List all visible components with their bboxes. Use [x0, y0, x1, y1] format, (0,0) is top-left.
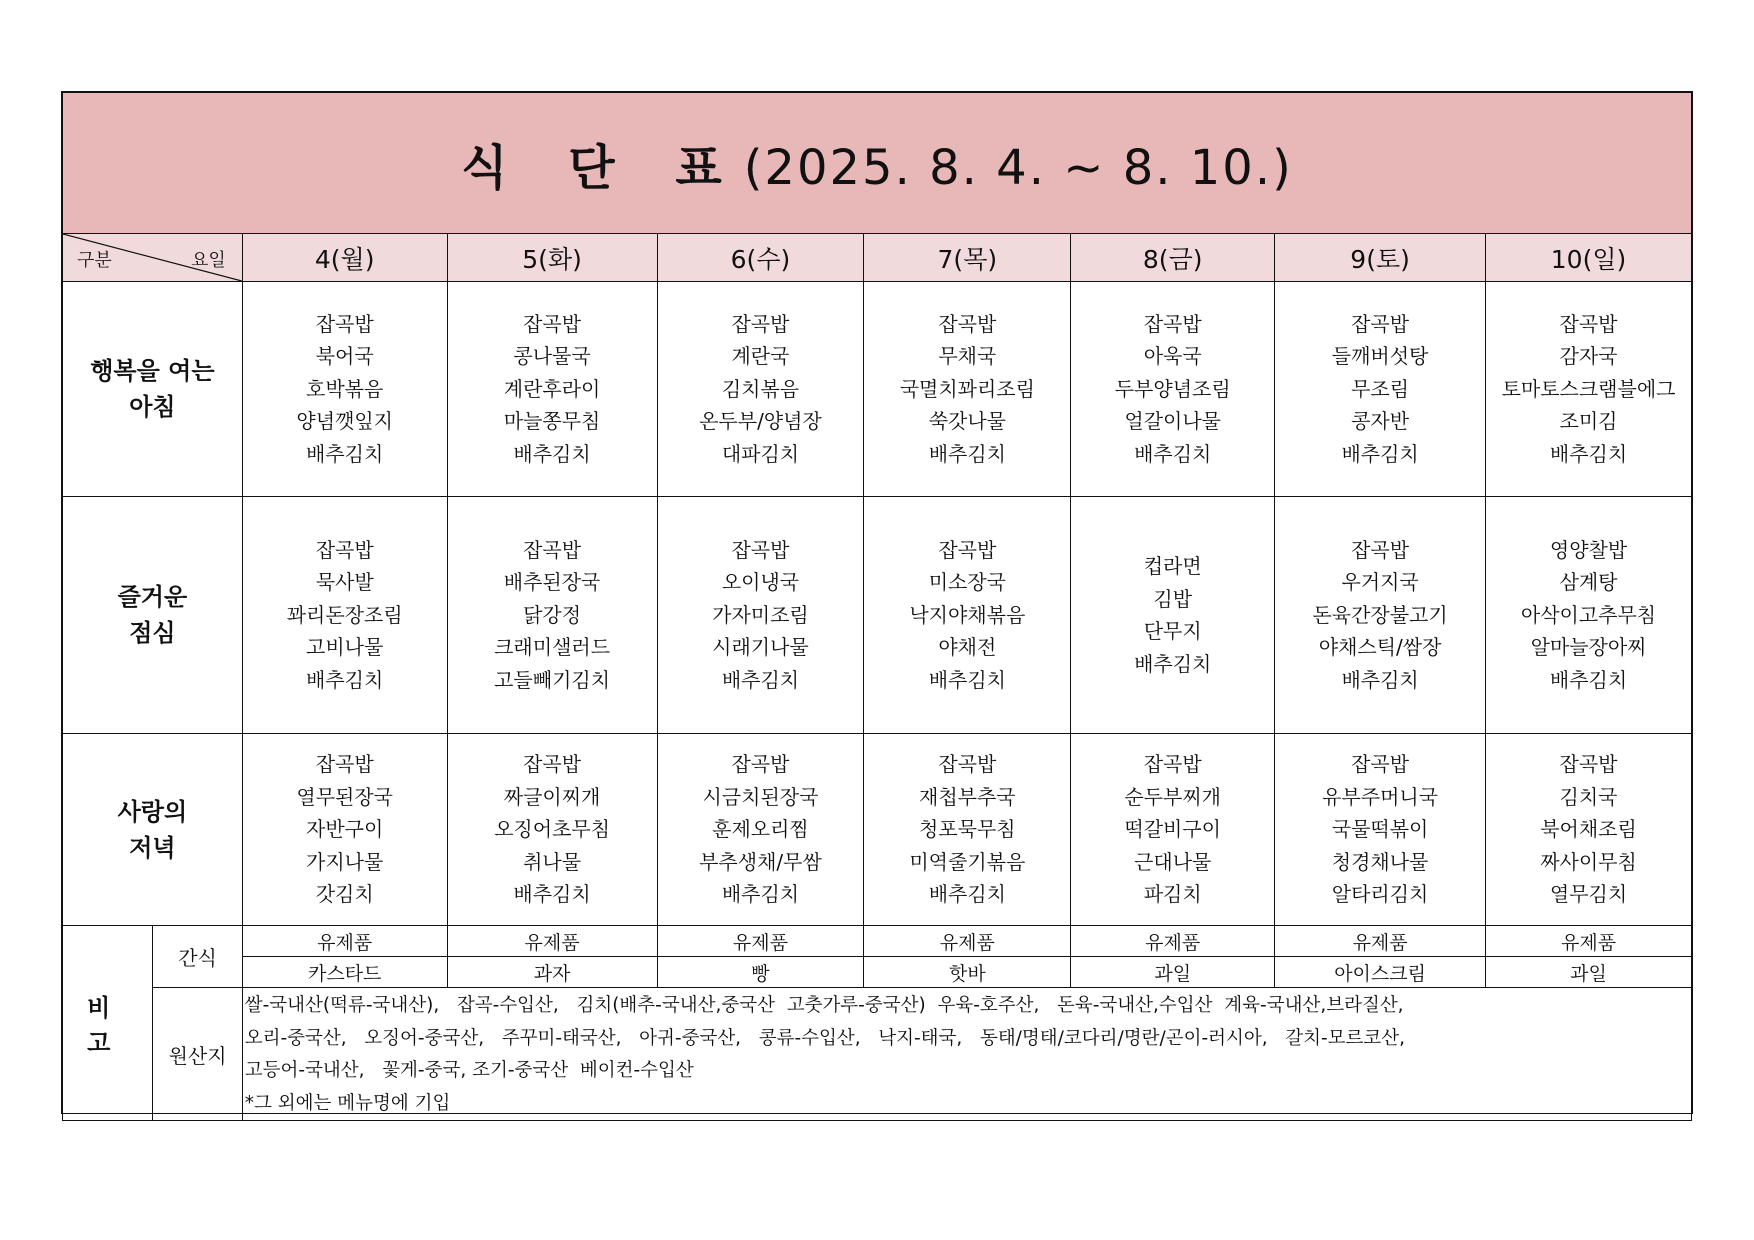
menu-item: 낙지야채볶음 — [909, 602, 1026, 627]
snack-cell: 유제품 — [242, 926, 447, 957]
breakfast-row — [63, 282, 1692, 497]
meal-label-line: 즐거운 — [117, 583, 188, 611]
dinner-row — [63, 734, 1692, 926]
menu-item: 재첩부추국 — [919, 784, 1016, 809]
menu-item: 배추김치 — [306, 441, 384, 466]
snack-cell: 유제품 — [1275, 926, 1486, 957]
day-header: 8(금) — [1071, 234, 1275, 282]
menu-item: 잡곡밥 — [1351, 752, 1410, 777]
menu-cell — [864, 282, 1071, 497]
menu-item: 우거지국 — [1341, 570, 1419, 595]
meal-label — [63, 497, 243, 734]
menu-item: 잡곡밥 — [1559, 311, 1618, 336]
menu-cell — [864, 497, 1071, 734]
gubun-label: 구분 — [77, 250, 112, 271]
snack-cell: 과자 — [447, 957, 657, 988]
origin-line: *그 외에는 메뉴명에 기입 — [244, 1092, 451, 1114]
menu-item: 배추김치 — [721, 882, 800, 907]
snack-label: 간식 — [153, 926, 242, 988]
menu-item: 잡곡밥 — [1351, 311, 1410, 336]
menu-item: 토마토스크램블에그 — [1501, 376, 1676, 401]
menu-item: 배추김치 — [306, 667, 384, 692]
menu-item: 잡곡밥 — [523, 537, 582, 562]
snack-cell: 유제품 — [1071, 926, 1275, 957]
menu-item: 계란국 — [731, 344, 790, 369]
menu-item: 잡곡밥 — [1559, 752, 1618, 777]
page-title — [461, 140, 1293, 196]
menu-item: 김밥 — [1153, 586, 1193, 611]
menu-item: 부추생채/무쌈 — [699, 849, 822, 874]
day-header: 10(일) — [1486, 234, 1692, 282]
menu-item: 배추김치 — [513, 882, 591, 907]
menu-item: 잡곡밥 — [315, 537, 374, 562]
meal-label-line: 아침 — [129, 393, 176, 421]
menu-item: 짜사이무침 — [1540, 849, 1637, 874]
menu-item: 고비나물 — [306, 635, 384, 660]
snack-cell: 유제품 — [657, 926, 864, 957]
menu-cell — [1486, 497, 1692, 734]
menu-item: 열무김치 — [1549, 882, 1628, 907]
menu-item: 잡곡밥 — [731, 537, 790, 562]
snack-cell: 핫바 — [864, 957, 1071, 988]
menu-item: 오이냉국 — [721, 570, 800, 595]
menu-cell — [1486, 282, 1692, 497]
menu-item: 야채스틱/쌈장 — [1318, 635, 1442, 660]
menu-item: 쑥갓나물 — [928, 409, 1006, 434]
snack-cell: 유제품 — [1486, 926, 1692, 957]
menu-item: 배추김치 — [1341, 667, 1419, 692]
meal-label-line: 사랑의 — [117, 797, 188, 826]
menu-cell — [657, 497, 864, 734]
remarks-label: 비 고 — [63, 926, 153, 1121]
menu-item: 영양찰밥 — [1549, 537, 1628, 562]
menu-item: 배추된장국 — [503, 570, 601, 595]
menu-cell — [1275, 497, 1486, 734]
menu-item: 배추김치 — [721, 667, 800, 692]
menu-item: 잡곡밥 — [1351, 537, 1410, 562]
menu-cell — [1071, 497, 1275, 734]
origin-line: 오리-중국산, 오징어-중국산, 주꾸미-태국산, 아귀-중국산, 콩류-수입산, 낙지-태국, 동태/명태/코다리/명란/곤이-러시아, 갈치-모르코산, — [244, 1027, 1406, 1049]
menu-item: 순두부찌개 — [1124, 784, 1221, 809]
menu-item: 단무지 — [1143, 619, 1202, 643]
menu-item: 고들빼기김치 — [494, 667, 611, 692]
menu-cell — [242, 734, 447, 926]
yoil-label: 요일 — [190, 250, 226, 271]
menu-item: 배추김치 — [1549, 667, 1628, 692]
menu-item: 배추김치 — [928, 441, 1006, 466]
origin-text — [242, 988, 1691, 1121]
menu-cell — [864, 734, 1071, 926]
menu-item: 김치국 — [1559, 784, 1618, 809]
snack-cell: 과일 — [1071, 957, 1275, 988]
menu-item: 청경채나물 — [1331, 849, 1429, 874]
menu-item: 근대나물 — [1134, 849, 1212, 874]
snack-cell: 유제품 — [864, 926, 1071, 957]
menu-item: 북어채조림 — [1540, 817, 1637, 842]
menu-item: 미역줄기볶음 — [909, 849, 1026, 874]
menu-item: 돈육간장불고기 — [1312, 602, 1448, 627]
menu-item: 야채전 — [938, 635, 997, 660]
title-date-range: (2025. 8. 4. ~ 8. 10.) — [743, 139, 1293, 196]
header-row — [63, 234, 1692, 282]
menu-item: 시금치된장국 — [702, 784, 819, 809]
menu-item: 가자미조림 — [712, 602, 809, 627]
menu-item: 잡곡밥 — [938, 537, 997, 562]
menu-item: 배추김치 — [1134, 441, 1212, 466]
menu-item: 미소장국 — [928, 570, 1006, 595]
origin-row — [63, 988, 1692, 1121]
meal-label-line: 행복을 여는 — [90, 357, 215, 385]
title-main: 식 단 표 — [461, 139, 744, 196]
menu-item: 유부주머니국 — [1322, 784, 1439, 809]
day-header: 5(화) — [447, 234, 657, 282]
day-header: 7(목) — [864, 234, 1071, 282]
meal-plan-sheet — [61, 91, 1693, 1114]
menu-item: 꽈리돈장조림 — [286, 602, 403, 627]
menu-item: 파김치 — [1143, 882, 1202, 907]
menu-item: 대파김치 — [721, 441, 800, 466]
menu-item: 훈제오리찜 — [712, 817, 809, 842]
menu-cell — [447, 497, 657, 734]
snack-row-2 — [63, 957, 1692, 988]
menu-item: 컵라면 — [1143, 554, 1202, 578]
menu-cell — [242, 282, 447, 497]
snack-cell: 빵 — [657, 957, 864, 988]
menu-item: 무조림 — [1351, 376, 1410, 401]
day-header: 9(토) — [1275, 234, 1486, 282]
menu-cell — [1071, 734, 1275, 926]
menu-item: 알타리김치 — [1331, 882, 1429, 907]
menu-item: 오징어초무침 — [494, 817, 611, 842]
menu-item: 김치볶음 — [721, 376, 800, 401]
menu-item: 알마늘장아찌 — [1530, 635, 1647, 660]
snack-row-1 — [63, 926, 1692, 957]
gubun-yoil-cell — [63, 234, 243, 282]
menu-cell — [447, 734, 657, 926]
snack-cell: 과일 — [1486, 957, 1692, 988]
menu-cell — [657, 734, 864, 926]
menu-item: 양념깻잎지 — [296, 409, 393, 434]
menu-item: 청포묵무침 — [919, 817, 1016, 842]
menu-item: 가지나물 — [306, 849, 384, 874]
menu-cell — [1071, 282, 1275, 497]
day-header: 6(수) — [657, 234, 864, 282]
menu-item: 잡곡밥 — [315, 752, 374, 777]
menu-item: 열무된장국 — [296, 784, 393, 809]
menu-item: 아욱국 — [1143, 344, 1202, 369]
menu-item: 갓김치 — [315, 882, 374, 907]
menu-item: 국멸치꽈리조림 — [899, 376, 1035, 401]
menu-item: 배추김치 — [1341, 441, 1419, 466]
menu-item: 잡곡밥 — [731, 311, 790, 336]
menu-item: 묵사발 — [315, 570, 374, 595]
menu-item: 자반구이 — [306, 817, 384, 842]
menu-item: 배추김치 — [1549, 441, 1628, 466]
meal-label-line: 점심 — [129, 619, 176, 647]
meal-label — [63, 282, 243, 497]
menu-item: 배추김치 — [1134, 651, 1212, 676]
menu-cell — [1275, 282, 1486, 497]
menu-item: 계란후라이 — [503, 376, 601, 401]
title-banner — [63, 93, 1692, 234]
menu-item: 얼갈이나물 — [1124, 409, 1221, 434]
snack-cell: 유제품 — [447, 926, 657, 957]
snack-cell: 아이스크림 — [1275, 957, 1486, 988]
meal-label — [63, 734, 243, 926]
menu-item: 닭강정 — [523, 602, 582, 627]
menu-cell — [447, 282, 657, 497]
origin-line: 고등어-국내산, 꽃게-중국, 조기-중국산 베이컨-수입산 — [244, 1060, 694, 1081]
menu-item: 잡곡밥 — [315, 311, 374, 336]
meal-plan-table — [62, 92, 1692, 1121]
menu-item: 떡갈비구이 — [1124, 817, 1221, 842]
menu-cell — [242, 497, 447, 734]
menu-item: 배추김치 — [513, 441, 591, 466]
menu-item: 온두부/양념장 — [699, 409, 822, 434]
menu-cell — [657, 282, 864, 497]
menu-item: 북어국 — [315, 344, 374, 369]
menu-item: 콩자반 — [1351, 409, 1410, 434]
menu-item: 콩나물국 — [513, 344, 591, 369]
menu-cell — [1275, 734, 1486, 926]
menu-item: 잡곡밥 — [938, 752, 997, 777]
menu-item: 시래기나물 — [712, 635, 809, 660]
menu-item: 무채국 — [938, 344, 997, 369]
menu-item: 배추김치 — [928, 882, 1006, 907]
menu-item: 두부양념조림 — [1114, 376, 1231, 401]
snack-cell: 카스타드 — [242, 957, 447, 988]
menu-item: 잡곡밥 — [938, 311, 997, 336]
menu-item: 잡곡밥 — [523, 311, 582, 336]
menu-item: 배추김치 — [928, 667, 1006, 692]
menu-item: 마늘쫑무침 — [503, 409, 601, 434]
menu-item: 삼계탕 — [1559, 570, 1618, 595]
menu-item: 잡곡밥 — [1143, 752, 1202, 777]
menu-item: 국물떡볶이 — [1331, 817, 1429, 842]
menu-item: 감자국 — [1559, 344, 1618, 369]
menu-item: 취나물 — [523, 849, 582, 874]
menu-item: 잡곡밥 — [523, 752, 582, 777]
day-header: 4(월) — [242, 234, 447, 282]
origin-line: 쌀-국내산(떡류-국내산), 잡곡-수입산, 김치(배추-국내산,중국산 고춧가루-중국산) 우육-호주산, 돈육-국내산,수입산 계육-국내산,브라질산, — [244, 995, 1404, 1016]
menu-item: 호박볶음 — [306, 376, 384, 401]
menu-item: 잡곡밥 — [1143, 311, 1202, 336]
menu-item: 짜글이찌개 — [503, 784, 601, 809]
origin-label: 원산지 — [153, 988, 242, 1121]
menu-item: 잡곡밥 — [731, 752, 790, 777]
menu-item: 들깨버섯탕 — [1331, 344, 1429, 369]
menu-item: 크래미샐러드 — [494, 635, 611, 660]
menu-item: 조미김 — [1559, 409, 1618, 434]
meal-label-line: 저녁 — [129, 833, 176, 862]
menu-item: 아삭이고추무침 — [1520, 602, 1657, 627]
menu-cell — [1486, 734, 1692, 926]
lunch-row — [63, 497, 1692, 734]
